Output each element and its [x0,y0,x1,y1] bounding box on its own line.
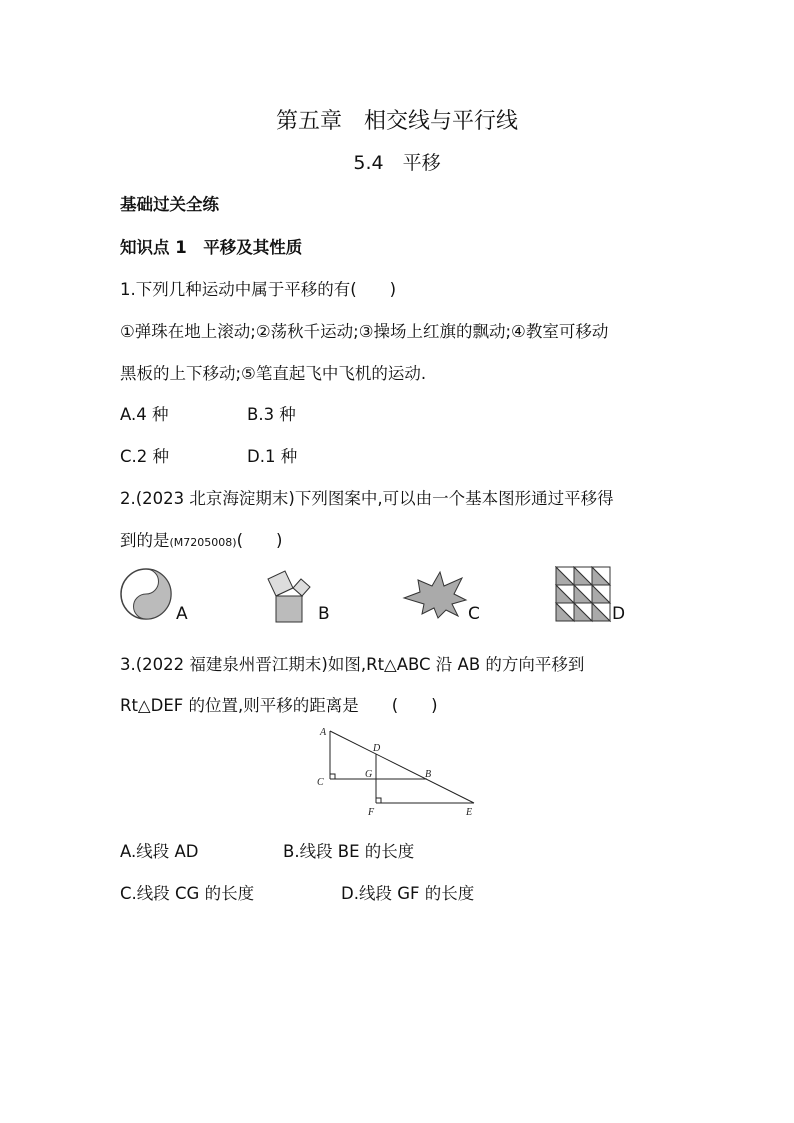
q2-stem-line1: 2.(2023 北京海淀期末)下列图案中,可以由一个基本图形通过平移得 [120,489,614,508]
q1-desc-line2: 黑板的上下移动;⑤笔直起飞中飞机的运动. [120,364,427,383]
q2-figure-d-label: D [612,604,626,624]
q2-answer-blank: ( ) [236,531,283,550]
q2-figure-a-label: A [176,604,188,624]
q3-option-c: C.线段 CG 的长度 [120,884,255,903]
q3-point-f: F [368,807,375,818]
q1-option-d: D.1 种 [247,447,298,466]
q2-question-code: (M7205008) [169,536,237,549]
q3-option-a: A.线段 AD [120,842,199,861]
q3-stem-line1: 3.(2022 福建泉州晋江期末)如图,Rt△ABC 沿 AB 的方向平移到 [120,655,585,674]
page-title: 第五章 相交线与平行线 [275,109,518,134]
q3-point-b: B [425,769,432,780]
q1-option-b: B.3 种 [247,405,296,424]
q3-diagram [312,722,482,822]
q3-point-e: E [466,807,473,818]
q3-option-d: D.线段 GF 的长度 [341,884,475,903]
q1-option-c: C.2 种 [120,447,170,466]
q1-stem: 1.下列几种运动中属于平移的有( ) [120,280,397,299]
q3-stem-line2: Rt△DEF 的位置,则平移的距离是 ( ) [120,696,438,715]
section-title: 5.4 平移 [353,152,441,174]
q1-option-a: A.4 种 [120,405,169,424]
q3-point-d: D [373,743,381,754]
q3-point-c: C [317,777,324,788]
q2-figure-a [118,566,174,622]
q2-figure-b-label: B [318,604,330,624]
q3-option-b: B.线段 BE 的长度 [283,842,415,861]
q3-point-g: G [365,769,373,780]
q2-figure-b [262,566,314,626]
practice-heading: 基础过关全练 [120,195,219,214]
q3-point-a: A [320,727,327,738]
q2-figure-d [555,566,613,624]
q2-figure-c-label: C [468,604,480,624]
knowledge-point-heading: 知识点 1 平移及其性质 [120,238,303,257]
q1-desc-line1: ①弹珠在地上滚动;②荡秋千运动;③操场上红旗的飘动;④教室可移动 [120,322,609,341]
q2-figure-c [402,570,468,620]
q2-stem-line2 [120,527,282,551]
q2-stem-main: 到的是 [120,531,170,550]
